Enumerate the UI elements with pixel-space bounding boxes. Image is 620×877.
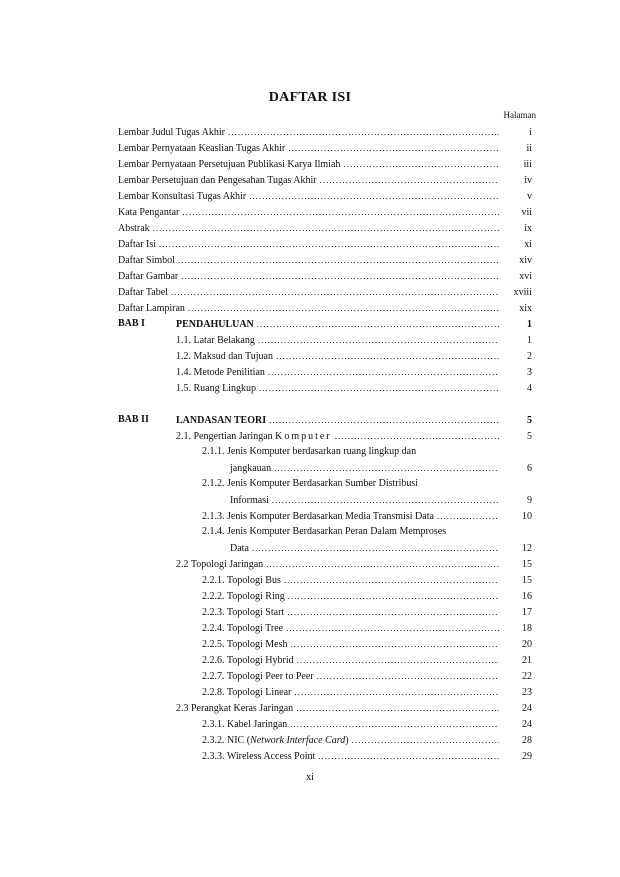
toc-entry: Daftar Lampiran ..... xix (118, 300, 532, 316)
toc-entry: Data ..... 12 (230, 540, 532, 556)
toc-entry: Kata Pengantar ..... vii (118, 204, 532, 220)
toc-entry: 2.2 Topologi Jaringan ..... 15 (176, 556, 532, 572)
chapter-label: BAB II (118, 414, 149, 425)
toc-entry: Lembar Konsultasi Tugas Akhir ..... v (118, 188, 532, 204)
toc-entry-line: 2.1.4. Jenis Komputer Berdasarkan Peran Dalam Memproses (202, 526, 447, 537)
toc-entry-line: 2.1.1. Jenis Komputer berdasarkan ruang lingkup dan (202, 446, 417, 457)
toc-entry: Lembar Judul Tugas Akhir ..... i (118, 124, 532, 140)
toc-entry: Abstrak ..... ix (118, 220, 532, 236)
toc-entry: 2.2.3. Topologi Start ..... 17 (202, 604, 532, 620)
toc-entry: 2.2.1. Topologi Bus ..... 15 (202, 572, 532, 588)
toc-entry: 2.1.3. Jenis Komputer Berdasarkan Media Transmisi Data ..... 10 (202, 508, 532, 524)
toc-entry: Daftar Gambar ..... xvi (118, 268, 532, 284)
chapter-title: LANDASAN TEORI ..... 5 (176, 412, 532, 428)
toc-entry: 2.2.2. Topologi Ring ..... 16 (202, 588, 532, 604)
toc-entry: 2.3.2. NIC (Network Interface Card) ..... 28 (202, 732, 532, 748)
toc-entry: 2.2.6. Topologi Hybrid ..... 21 (202, 652, 532, 668)
toc-entry: Lembar Persetujuan dan Pengesahan Tugas Akhir ..... iv (118, 172, 532, 188)
chapter-label: BAB I (118, 318, 145, 329)
toc-entry: Lembar Pernyataan Keaslian Tugas Akhir ..... ii (118, 140, 532, 156)
page-title: DAFTAR ISI (268, 90, 352, 105)
halaman-label: Halaman (503, 110, 536, 120)
chapter-title: PENDAHULUAN ..... 1 (176, 316, 532, 332)
toc-entry: 2.2.4. Topologi Tree ..... 18 (202, 620, 532, 636)
toc-entry: 1.4. Metode Penilitian ..... 3 (176, 364, 532, 380)
toc-entry: 2.3 Perangkat Keras Jaringan ..... 24 (176, 700, 532, 716)
toc-entry: Informasi ..... 9 (230, 492, 532, 508)
toc-entry: 2.2.8. Topologi Linear ..... 23 (202, 684, 532, 700)
toc-entry: jangkauan ..... 6 (230, 460, 532, 476)
toc-entry: Daftar Simbol ..... xiv (118, 252, 532, 268)
toc-entry: Daftar Isi ..... xi (118, 236, 532, 252)
toc-entry: 1.2. Maksud dan Tujuan ..... 2 (176, 348, 532, 364)
toc-entry: 2.3.1. Kabel Jaringan ..... 24 (202, 716, 532, 732)
toc-entry: Lembar Pernyataan Persetujuan Publikasi Karya Ilmiah ..... iii (118, 156, 532, 172)
toc-entry-line: 2.1.2. Jenis Komputer Berdasarkan Sumber Distribusi (202, 478, 419, 489)
toc-entry: 1.5. Ruang Lingkup ..... 4 (176, 380, 532, 396)
page-number: xi (306, 772, 314, 783)
toc-entry: Daftar Tabel ..... xviii (118, 284, 532, 300)
toc-entry: 1.1. Latar Belakang ..... 1 (176, 332, 532, 348)
toc-entry: 2.1. Pengertian Jaringan Komputer ..... 5 (176, 428, 532, 444)
toc-entry: 2.2.5. Topologi Mesh ..... 20 (202, 636, 532, 652)
toc-entry: 2.2.7. Topologi Peer to Peer ..... 22 (202, 668, 532, 684)
toc-entry: 2.3.3. Wireless Access Point ..... 29 (202, 748, 532, 764)
